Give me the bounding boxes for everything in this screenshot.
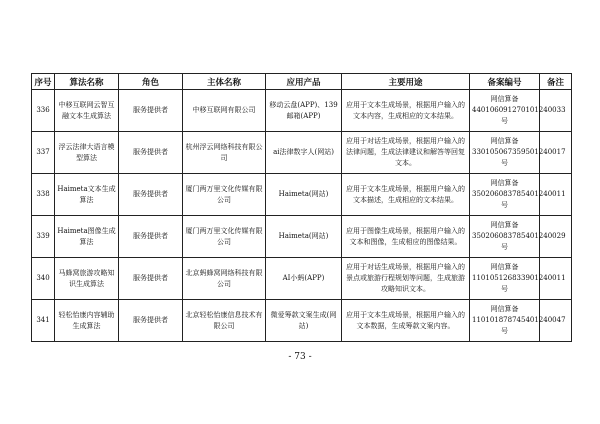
header-entity-name: 主体名称 — [183, 74, 266, 90]
cell-entity-name: 厦门两万里文化传媒有限公司 — [183, 174, 266, 216]
cell-entity-name: 北京蚂蜂窝网络科技有限公司 — [183, 258, 266, 300]
cell-role: 服务提供者 — [119, 90, 183, 132]
header-product: 应用产品 — [266, 74, 342, 90]
cell-algorithm-name: Haimeta图像生成算法 — [55, 216, 119, 258]
cell-algorithm-name: 中移互联网云智互融文本生成算法 — [55, 90, 119, 132]
cell-index: 339 — [32, 216, 55, 258]
cell-entity-name: 中移互联网有限公司 — [183, 90, 266, 132]
table-row — [32, 174, 572, 216]
cell-entity-name: 杭州浮云网络科技有限公司 — [183, 132, 266, 174]
table-header-row — [32, 74, 572, 90]
cell-usage: 应用于对话生成场景，根据用户输入的景点或旅游行程规划等问题，生成旅游攻略知识文本。 — [342, 258, 470, 300]
cell-product: 移动云盘(APP)、139邮箱(APP) — [266, 90, 342, 132]
table-row — [32, 90, 572, 132]
cell-record-number: 网信算备440106091270101240033号 — [470, 90, 540, 132]
cell-role: 服务提供者 — [119, 132, 183, 174]
cell-product: 微爱筹款文案生成(网站) — [266, 300, 342, 342]
cell-product: Haimeta(网站) — [266, 216, 342, 258]
cell-algorithm-name: 马蜂窝旅游攻略知识生成算法 — [55, 258, 119, 300]
algorithm-registry-table — [31, 73, 572, 342]
cell-algorithm-name: 轻松怡康内容辅助生成算法 — [55, 300, 119, 342]
header-usage: 主要用途 — [342, 74, 470, 90]
cell-record-number: 网信算备350206083785401240029号 — [470, 216, 540, 258]
cell-product: Haimeta(网站) — [266, 174, 342, 216]
cell-entity-name: 厦门两万里文化传媒有限公司 — [183, 216, 266, 258]
cell-record-number: 网信算备330105067359501240017号 — [470, 132, 540, 174]
cell-role: 服务提供者 — [119, 216, 183, 258]
cell-usage: 应用于文本生成场景，根据用户输入的文本内容，生成相应的文本结果。 — [342, 90, 470, 132]
cell-index: 340 — [32, 258, 55, 300]
table-row — [32, 300, 572, 342]
cell-product: ai法律数字人(网站) — [266, 132, 342, 174]
cell-index: 337 — [32, 132, 55, 174]
header-role: 角色 — [119, 74, 183, 90]
cell-index: 338 — [32, 174, 55, 216]
header-index: 序号 — [32, 74, 55, 90]
cell-usage: 应用于文本生成场景，根据用户输入的文本描述，生成相应的文本结果。 — [342, 174, 470, 216]
header-remark: 备注 — [540, 74, 572, 90]
table-row — [32, 132, 572, 174]
cell-record-number: 网信算备110105126833901240011号 — [470, 258, 540, 300]
page-number: - 73 - — [288, 352, 312, 362]
cell-usage: 应用于图像生成场景，根据用户输入的文本和图像，生成相应的图像结果。 — [342, 216, 470, 258]
cell-record-number: 网信算备110101878745401240047号 — [470, 300, 540, 342]
cell-usage: 应用于文本生成场景，根据用户输入的文本数据，生成筹款文案内容。 — [342, 300, 470, 342]
cell-product: AI小蚂(APP) — [266, 258, 342, 300]
cell-role: 服务提供者 — [119, 258, 183, 300]
cell-algorithm-name: Haimeta文本生成算法 — [55, 174, 119, 216]
header-record-number: 备案编号 — [470, 74, 540, 90]
header-algorithm-name: 算法名称 — [55, 74, 119, 90]
cell-role: 服务提供者 — [119, 300, 183, 342]
table-row — [32, 216, 572, 258]
table-row — [32, 258, 572, 300]
cell-usage: 应用于对话生成场景，根据用户输入的法律问题，生成法律建议和解答等回复文本。 — [342, 132, 470, 174]
cell-record-number: 网信算备350206083785401240011号 — [470, 174, 540, 216]
cell-entity-name: 北京轻松怡康信息技术有限公司 — [183, 300, 266, 342]
cell-index: 336 — [32, 90, 55, 132]
cell-role: 服务提供者 — [119, 174, 183, 216]
cell-algorithm-name: 浮云法律大语言模型算法 — [55, 132, 119, 174]
cell-index: 341 — [32, 300, 55, 342]
